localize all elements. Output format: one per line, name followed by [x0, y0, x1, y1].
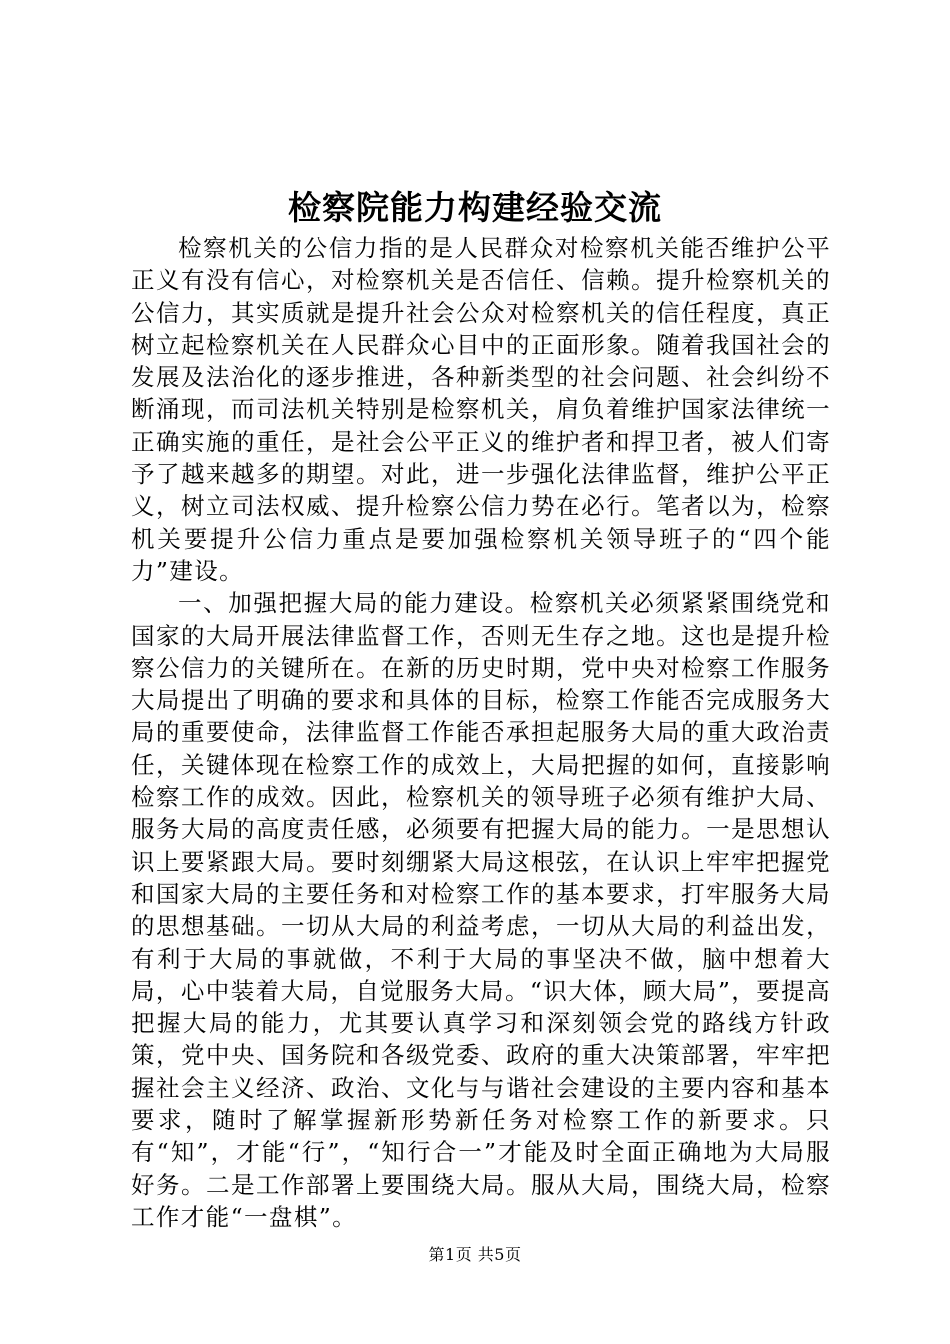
paragraph-intro: 检察机关的公信力指的是人民群众对检察机关能否维护公平正义有没有信心，对检察机关是否信任、信赖。提升检察机关的公信力，其实质就是提升社会公众对检察机关的信任程度，真正树立起检察机关在人民群众心目中的正面形象。随着我国社会的发展及法治化的逐步推进，各种新类型的社会问题、社会纠纷不断涌现，而司法机关特别是检察机关，肩负着维护国家法律统一正确实施的重任，是社会公平正义的维护者和捍卫者，被人们寄予了越来越多的期望。对此，进一步强化法律监督，维护公平正义，树立司法权威、提升检察公信力势在必行。笔者以为，检察机关要提升公信力重点是要加强检察机关领导班子的“四个能力”建设。: [131, 234, 831, 585]
paragraph-section-1: 一、加强把握大局的能力建设。检察机关必须紧紧围绕党和国家的大局开展法律监督工作，否则无生存之地。这也是提升检察公信力的关键所在。在新的历史时期，党中央对检察工作服务大局提出了明确的要求和具体的目标，检察工作能否完成服务大局的重要使命，法律监督工作能否承担起服务大局的重大政治责任，关键体现在检察工作的成效上，大局把握的如何，直接影响检察工作的成效。因此，检察机关的领导班子必须有维护大局、服务大局的高度责任感，必须要有把握大局的能力。一是思想认识上要紧跟大局。要时刻绷紧大局这根弦，在认识上牢牢把握党和国家大局的主要任务和对检察工作的基本要求，打牢服务大局的思想基础。一切从大局的利益考虑，一切从大局的利益出发，有利于大局的事就做，不利于大局的事坚决不做，脑中想着大局，心中装着大局，自觉服务大局。“识大体，顾大局”，要提高把握大局的能力，尤其要认真学习和深刻领会党的路线方针政策，党中央、国务院和各级党委、政府的重大决策部署，牢牢把握社会主义经济、政治、文化与与谐社会建设的主要内容和基本要求，随时了解掌握新形势新任务对检察工作的新要求。只有“知”，才能“行”，“知行合一”才能及时全面正确地为大局服好务。二是工作部署上要围绕大局。服从大局，围绕大局，检察工作才能“一盘棋”。: [131, 589, 831, 1231]
document-body: [131, 232, 831, 1233]
document-title: 检察院能力构建经验交流: [288, 188, 662, 227]
page-number-footer: 第1页 共5页: [428, 1245, 522, 1264]
